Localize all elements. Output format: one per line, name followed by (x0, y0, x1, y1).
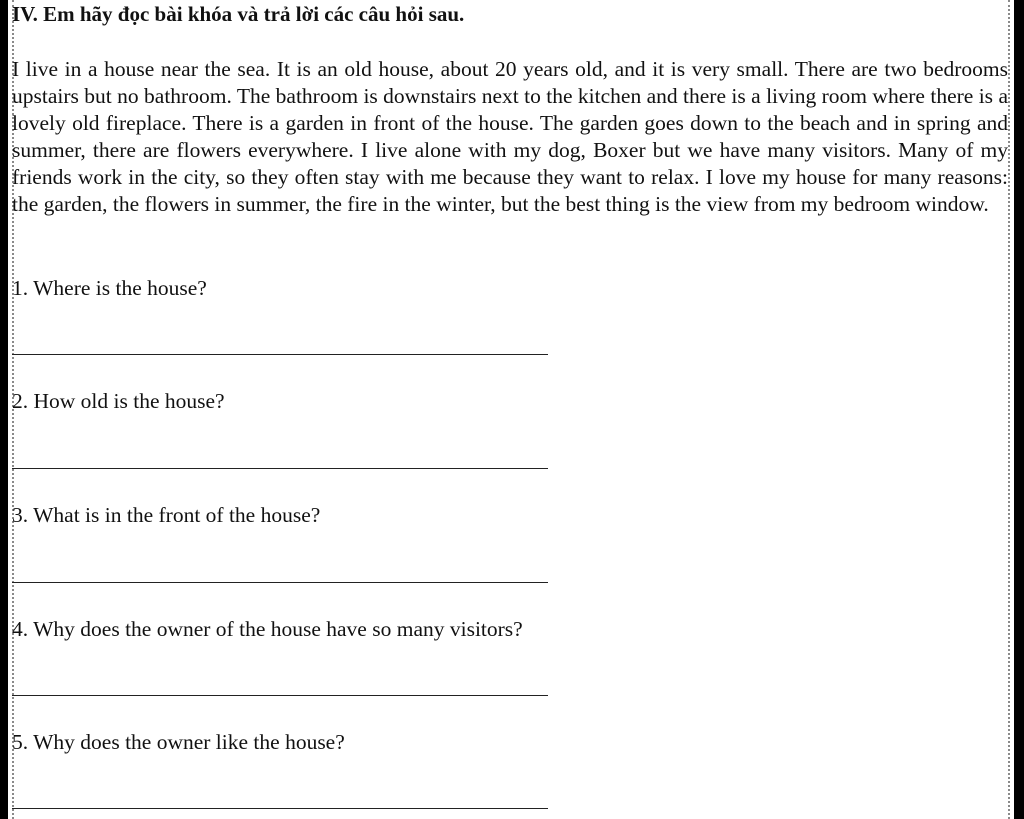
right-margin-guide (1008, 0, 1014, 819)
question-3: 3. What is in the front of the house? (12, 503, 321, 527)
question-1: 1. Where is the house? (12, 276, 207, 300)
question-4: 4. Why does the owner of the house have so many visitors? (12, 617, 523, 641)
answer-line-5[interactable] (12, 808, 548, 809)
document-page (8, 0, 1014, 819)
answer-line-4[interactable] (12, 695, 548, 696)
answer-line-3[interactable] (12, 582, 548, 583)
reading-passage: I live in a house near the sea. It is an old house, about 20 years old, and it is very small. There are two bedrooms upstairs but no bathroom. The bathroom is downstairs next to the kitchen and there is a living room where there is a lovely old fireplace. There is a garden in front of the house. The garden goes down to the beach and in spring and summer, there are flowers everywhere. I live alone with my dog, Boxer but we have many visitors. Many of my friends work in the city, so they often stay with me because they want to relax. I love my house for many reasons: the garden, the flowers in summer, the fire in the winter, but the best thing is the view from my bedroom window. (12, 57, 1008, 216)
question-5: 5. Why does the owner like the house? (12, 730, 345, 754)
exercise-heading: IV. Em hãy đọc bài khóa và trả lời các câu hỏi sau. (12, 2, 465, 26)
answer-line-1[interactable] (12, 354, 548, 355)
answer-line-2[interactable] (12, 468, 548, 469)
question-2: 2. How old is the house? (12, 389, 225, 413)
